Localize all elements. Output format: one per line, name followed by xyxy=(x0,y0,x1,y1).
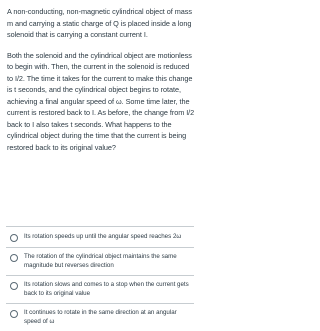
answer-option-4[interactable] xyxy=(6,304,194,331)
answer-option-label: The rotation of the cylindrical object maintains the same magnitude but reverses direction xyxy=(24,253,177,269)
answer-option-2[interactable] xyxy=(6,248,194,276)
radio-button-icon[interactable] xyxy=(10,254,18,262)
question-text xyxy=(7,6,195,153)
question-paragraph-scenario: Both the solenoid and the cylindrical object are motionless to begin with. Then, the current in the solenoid is reduced to I/2. The time it takes for the current to make this change is t seconds, and the cylindrical object begins to rotate, achieving a final angular speed of ω. Some time later, the current is restored back to I. As before, the change from I/2 back to I also takes t seconds. What happens to the cylindrical object during the time that the current is being restored back to its original value? xyxy=(7,50,195,152)
radio-button-icon[interactable] xyxy=(10,282,18,290)
answer-option-label: Its rotation speeds up until the angular speed reaches 2ω xyxy=(24,233,182,240)
answer-option-3[interactable] xyxy=(6,276,194,304)
answer-options xyxy=(6,228,194,331)
answer-option-1[interactable] xyxy=(6,228,194,248)
answer-option-label: It continues to rotate in the same direction at an angular speed of ω xyxy=(24,309,177,325)
radio-button-icon[interactable] xyxy=(10,234,18,242)
answer-option-label: Its rotation slows and comes to a stop when the current gets back to its original value xyxy=(24,281,189,297)
radio-button-icon[interactable] xyxy=(10,310,18,318)
answers-divider xyxy=(6,226,194,227)
question-paragraph-setup: A non-conducting, non-magnetic cylindrical object of mass m and carrying a static charge of Q is placed inside a long solenoid that is carrying a constant current I. xyxy=(7,7,192,39)
